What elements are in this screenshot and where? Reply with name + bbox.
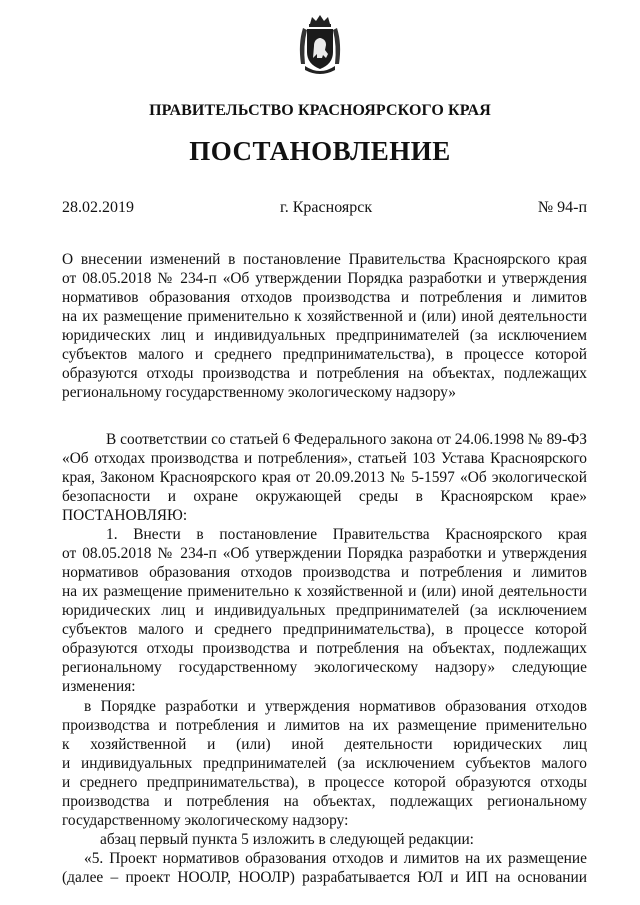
body-line: на их размещение применительно к хозяйственной и (или) иной деятельности: [62, 583, 587, 600]
body-line: к хозяйственной и (или) иной деятельности юридических лиц: [62, 736, 587, 753]
subject-line: юридических лиц и индивидуальных предпринимателей (за исключением: [62, 327, 587, 344]
subject-line: субъектов малого и среднего предпринимательства), в процессе которой: [62, 346, 587, 363]
krasnoyarsk-coat-of-arms-emblem: [295, 14, 345, 76]
body-line: 1. Внести в постановление Правительства Красноярского края: [106, 526, 587, 543]
subject-line: образуются отходы производства и потребления на объектах, подлежащих: [62, 365, 587, 382]
body-line: «5. Проект нормативов образования отходов и лимитов на их размещение: [84, 850, 587, 867]
body-line: юридических лиц и индивидуальных предпринимателей (за исключением: [62, 602, 587, 619]
subject-line: нормативов образования отходов производства и потребления и лимитов: [62, 289, 587, 306]
document-city: г. Красноярск: [280, 199, 373, 216]
body-line: края, Законом Красноярского края от 20.09.2013 № 5-1597 «Об экологической: [62, 469, 587, 486]
body-line: производства и потребления на объектах, подлежащих региональному: [62, 793, 587, 810]
government-title: ПРАВИТЕЛЬСТВО КРАСНОЯРСКОГО КРАЯ: [149, 102, 491, 119]
body-line: от 08.05.2018 № 234-п «Об утверждении Порядка разработки и утверждения: [62, 545, 587, 562]
body-line: региональному государственному экологическому надзору» следующие: [62, 659, 587, 676]
body-line: абзац первый пункта 5 изложить в следующей редакции:: [100, 831, 474, 848]
document-number: № 94-п: [537, 199, 587, 216]
body-line: изменения:: [62, 678, 136, 695]
body-line: субъектов малого и среднего предпринимательства), в процессе которой: [62, 621, 587, 638]
body-line: производства и потребления и лимитов на их размещение применительно: [62, 717, 587, 734]
document-date: 28.02.2019: [62, 199, 134, 216]
body-line: образуются отходы производства и потребления на объектах, подлежащих: [62, 640, 587, 657]
body-line: и индивидуальных предпринимателей (за исключением субъектов малого: [62, 755, 587, 772]
body-line: (далее – проект НООЛР, НООЛР) разрабатывается ЮЛ и ИП на основании: [62, 869, 587, 886]
subject-line: на их размещение применительно к хозяйственной и (или) иной деятельности: [62, 308, 587, 325]
body-line: ПОСТАНОВЛЯЮ:: [62, 507, 188, 524]
subject-line: О внесении изменений в постановление Правительства Красноярского края: [62, 251, 587, 268]
subject-line: от 08.05.2018 № 234-п «Об утверждении Порядка разработки и утверждения: [62, 270, 587, 287]
document-type-title: ПОСТАНОВЛЕНИЕ: [189, 136, 451, 166]
body-line: «Об отходах производства и потребления», статьей 103 Устава Красноярского: [62, 450, 587, 467]
body-line: безопасности и охране окружающей среды в Красноярском крае»: [62, 488, 587, 505]
subject-line: региональному государственному экологическому надзору»: [62, 384, 456, 401]
body-line: государственному экологическому надзору:: [62, 812, 349, 829]
body-line: и среднего предпринимательства), в процессе которой образуются отходы: [62, 774, 587, 791]
body-line: В соответствии со статьей 6 Федерального закона от 24.06.1998 № 89-ФЗ: [106, 431, 587, 448]
body-line: нормативов образования отходов производства и потребления и лимитов: [62, 564, 587, 581]
body-line: в Порядке разработки и утверждения нормативов образования отходов: [84, 698, 587, 715]
